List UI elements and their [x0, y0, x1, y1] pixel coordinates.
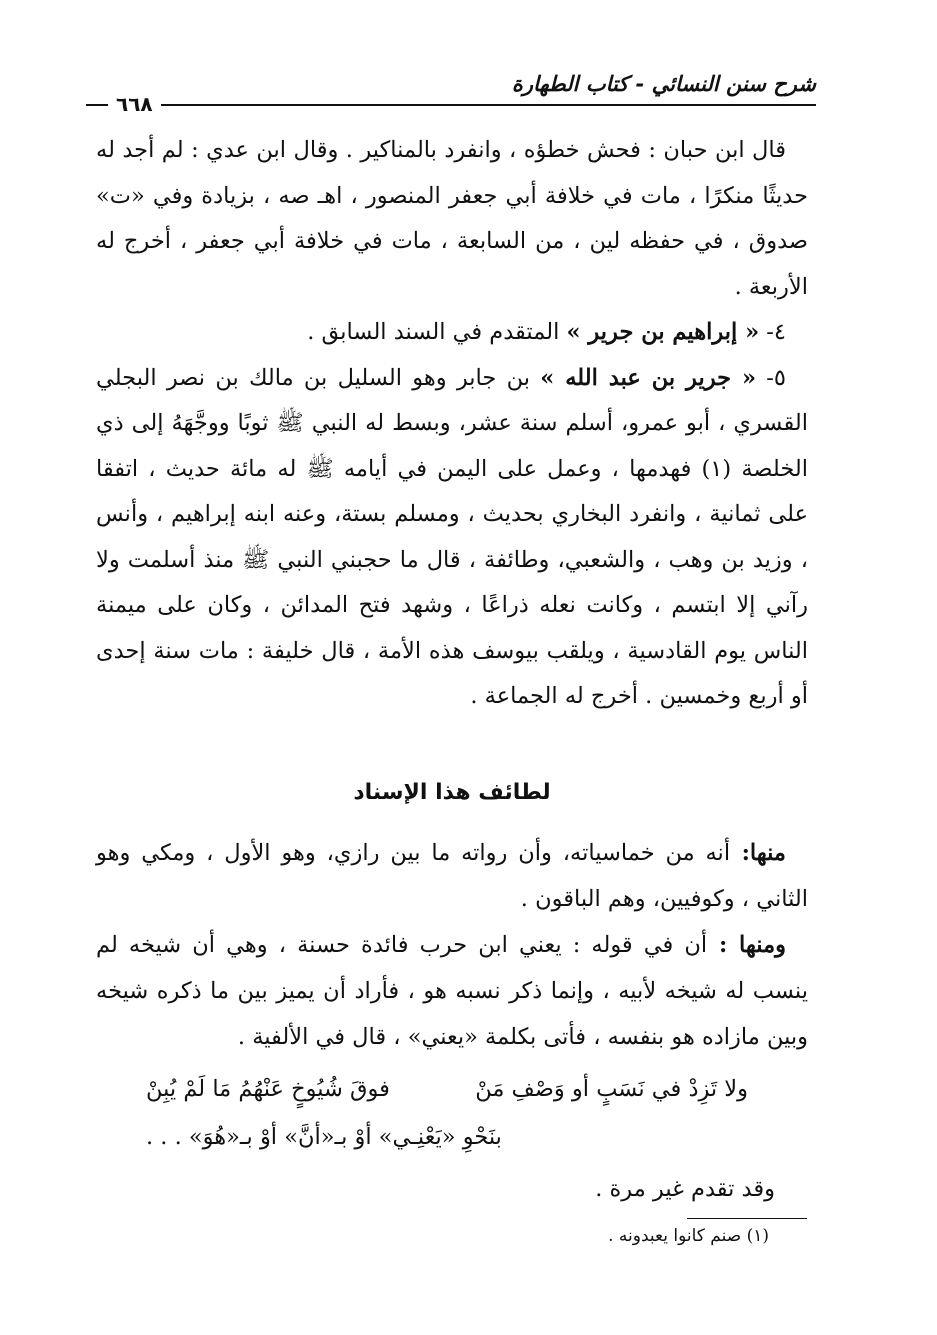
- paragraph-ibn-hibban: قال ابن حبان : فحش خطؤه ، وانفرد بالمناكير . وقال ابن عدي : لم أجد له حديثًا منكرًا ، مات في خلافة أبي جعفر المنصور ، اهـ صه ، بزيادة وفي «ت» صدوق ، في حفظه لين ، من السابعة ، مات في خلافة أبي جعفر ، أخرج له الأربعة .: [96, 137, 808, 300]
- section-text: [96, 830, 808, 1060]
- page-number: ٦٦٨: [108, 92, 161, 116]
- closing-line: وقد تقدم غير مرة .: [595, 1176, 775, 1202]
- main-text: [96, 128, 808, 720]
- paragraph-lead: منها:: [730, 840, 786, 866]
- narrator-number: ٥-: [756, 364, 786, 391]
- narrator-name: « جرير بن عبد الله »: [540, 364, 757, 391]
- verse-hemistich-left: فوقَ شُيُوخٍ عَنْهُمُ مَا لَمْ يُبِنْ: [146, 1076, 390, 1102]
- verse-hemistich-right: ولا تَزِدْ في نَسَبٍ أو وَصْفِ مَنْ: [475, 1076, 748, 1102]
- narrator-name: « إبراهيم بن جرير »: [566, 319, 760, 345]
- paragraph-minha-1: [96, 830, 808, 922]
- paragraph-lead: ومنها :: [707, 932, 786, 958]
- paragraph-body: أنه من خماسياته، وأن رواته ما بين رازي، وهو الأول ، ومكي وهو الثاني ، وكوفيين، وهم الباقون .: [96, 840, 808, 912]
- narrator-number: ٤-: [759, 319, 786, 345]
- header-rule: [86, 104, 816, 106]
- footnote: (١) صنم كانوا يعبدونه .: [608, 1226, 769, 1246]
- paragraph-body: أن في قوله : يعني ابن حرب فائدة حسنة ، وهي أن شيخه لم ينسب له شيخه لأبيه ، وإنما ذكر نسبه هو ، فأراد أن يميز بين ما ذكره شيخه وبين مازاده هو بنفسه ، فأتى بكلمة «يعني» ، قال في الألفية .: [96, 932, 808, 1050]
- section-heading: لطائف هذا الإسناد: [353, 780, 551, 805]
- footnote-rule: [687, 1218, 807, 1219]
- narrator-text: المتقدم في السند السابق .: [307, 319, 567, 345]
- paragraph-narrator-4: [96, 310, 808, 356]
- paragraph-narrator-5: [96, 356, 808, 720]
- running-title: شرح سنن النسائي - كتاب الطهارة: [511, 72, 816, 96]
- page-header: [86, 62, 816, 116]
- paragraph-minha-2: [96, 922, 808, 1060]
- verse-hemistich-left: بنَحْوِ «يَعْنِـي» أوْ بـ«أنَّ» أوْ بـ«هُوَ» . . .: [146, 1124, 502, 1150]
- narrator-text: بن جابر وهو السليل بن مالك بن نصر البجلي القسري ، أبو عمرو، أسلم سنة عشر، وبسط له النبي ﷺ ثوبًا ووجَّهَهُ إلى ذي الخلصة (١) فهدمها ، وعمل على اليمن في أيامه ﷺ له مائة حديث ، اتفقا على ثمانية ، وانفرد البخاري بحديث ، ومسلم بستة، وعنه ابنه إبراهيم ، وأنس ، وزيد بن وهب ، والشعبي، وطائفة ، قال ما حجبني النبي ﷺ منذ أسلمت ولا رآني إلا ابتسم ، وكانت نعله ذراعًا ، وشهد فتح المدائن ، وكان على ميمنة الناس يوم القادسية ، ويلقب بيوسف هذه الأمة ، قال خليفة : مات سنة إحدى أو أربع وخمسين . أخرج له الجماعة .: [96, 364, 808, 709]
